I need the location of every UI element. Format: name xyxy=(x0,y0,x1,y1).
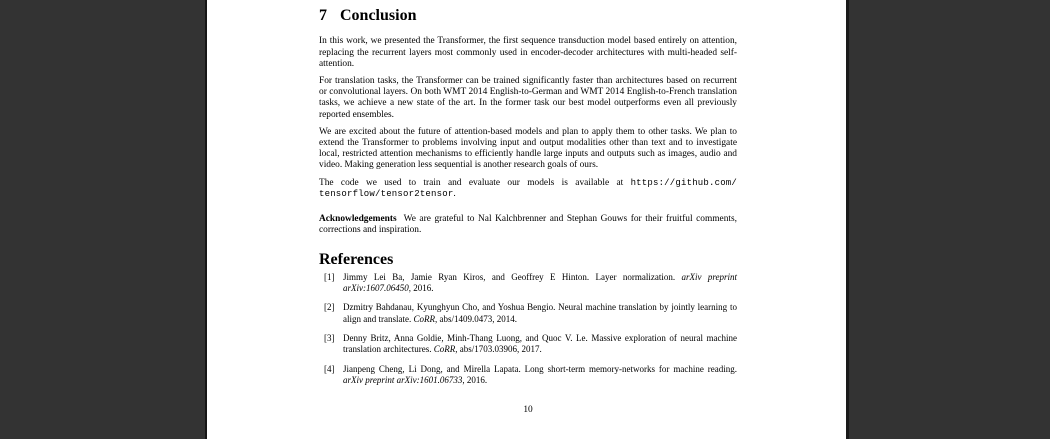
acknowledgements-label: Acknowledgements xyxy=(319,214,397,225)
document-page xyxy=(205,0,849,439)
reference-text-run: arXiv preprint arXiv:1607.06450 xyxy=(343,271,737,294)
reference-text-run: Denny Britz, Anna Goldie, Minh-Thang Luong, and Quoc V. Le. Massive exploration of neural machine translation architectures. xyxy=(343,333,737,355)
reference-text-run: , 2016. xyxy=(408,283,434,294)
paragraph-translation-results: For translation tasks, the Transformer can be trained significantly faster than architectures based on recurrent or convolutional layers. On both WMT 2014 English-to-German and WMT 2014 English-to-French translation tasks, we achieve a new state of the art. In the former task our best model outperforms even all previously reported ensembles. xyxy=(319,76,737,120)
reference-text-run: Jianpeng Cheng, Li Dong, and Mirella Lapata. Long short-term memory-networks for machine reading. xyxy=(343,363,737,374)
reference-text-run: Dzmitry Bahdanau, Kyunghyun Cho, and Yoshua Bengio. Neural machine translation by jointly learning to align and translate. xyxy=(343,302,737,324)
reference-text-run: CoRR xyxy=(433,344,456,355)
acknowledgements-text: We are grateful to Nal Kalchbrenner and Stephan Gouws for their fruitful comments, corrections and inspiration. xyxy=(319,214,737,236)
paragraph-future-work: We are excited about the future of attention-based models and plan to apply them to other tasks. We plan to extend the Transformer to problems involving input and output modalities other than text and to investigate local, restricted attention mechanisms to efficiently handle large inputs and outputs such as images, audio and video. Making generation less sequential is another research goals of ours. xyxy=(319,126,737,171)
acknowledgements-paragraph xyxy=(319,214,737,236)
page-content xyxy=(319,0,737,416)
section-number: 7 xyxy=(319,7,327,24)
reference-marker: [1] xyxy=(324,271,335,282)
reference-text xyxy=(343,364,737,385)
reference-text xyxy=(343,302,737,323)
reference-text-run: arXiv preprint arXiv:1601.06733 xyxy=(343,374,463,385)
reference-marker: [3] xyxy=(324,333,335,344)
paragraph-code-availability xyxy=(319,178,737,200)
reference-text-run: Jimmy Lei Ba, Jamie Ryan Kiros, and Geoffrey E Hinton. Layer normalization. xyxy=(343,271,682,282)
reference-text-run: , abs/1703.03906, 2017. xyxy=(455,344,542,355)
repo-url-link-part2[interactable]: tensorflow/tensor2tensor xyxy=(319,188,454,199)
reference-item xyxy=(319,302,737,325)
sentence-period: . xyxy=(453,188,456,199)
reference-marker: [4] xyxy=(324,363,335,374)
reference-text xyxy=(343,333,737,354)
section-title: Conclusion xyxy=(340,7,417,24)
section-heading xyxy=(319,7,737,25)
reference-text-run: , 2016. xyxy=(462,374,488,385)
paragraph-intro: In this work, we presented the Transformer, the first sequence transduction model based entirely on attention, replacing the recurrent layers most commonly used in encoder-decoder architectures with multi-headed self-attention. xyxy=(319,36,737,69)
references-heading: References xyxy=(319,251,394,269)
reference-text xyxy=(343,272,737,293)
page-number: 10 xyxy=(523,405,533,416)
reference-marker: [2] xyxy=(324,302,335,313)
reference-text-run: , abs/1409.0473, 2014. xyxy=(434,313,517,324)
reference-item xyxy=(319,364,737,387)
code-availability-text: The code we used to train and evaluate our models is available at xyxy=(319,177,631,188)
reference-text-run: CoRR xyxy=(413,313,435,324)
repo-url-link-part1[interactable]: https://github.com/ xyxy=(630,177,737,188)
references-list xyxy=(319,272,737,386)
reference-item xyxy=(319,333,737,356)
reference-item xyxy=(319,272,737,295)
